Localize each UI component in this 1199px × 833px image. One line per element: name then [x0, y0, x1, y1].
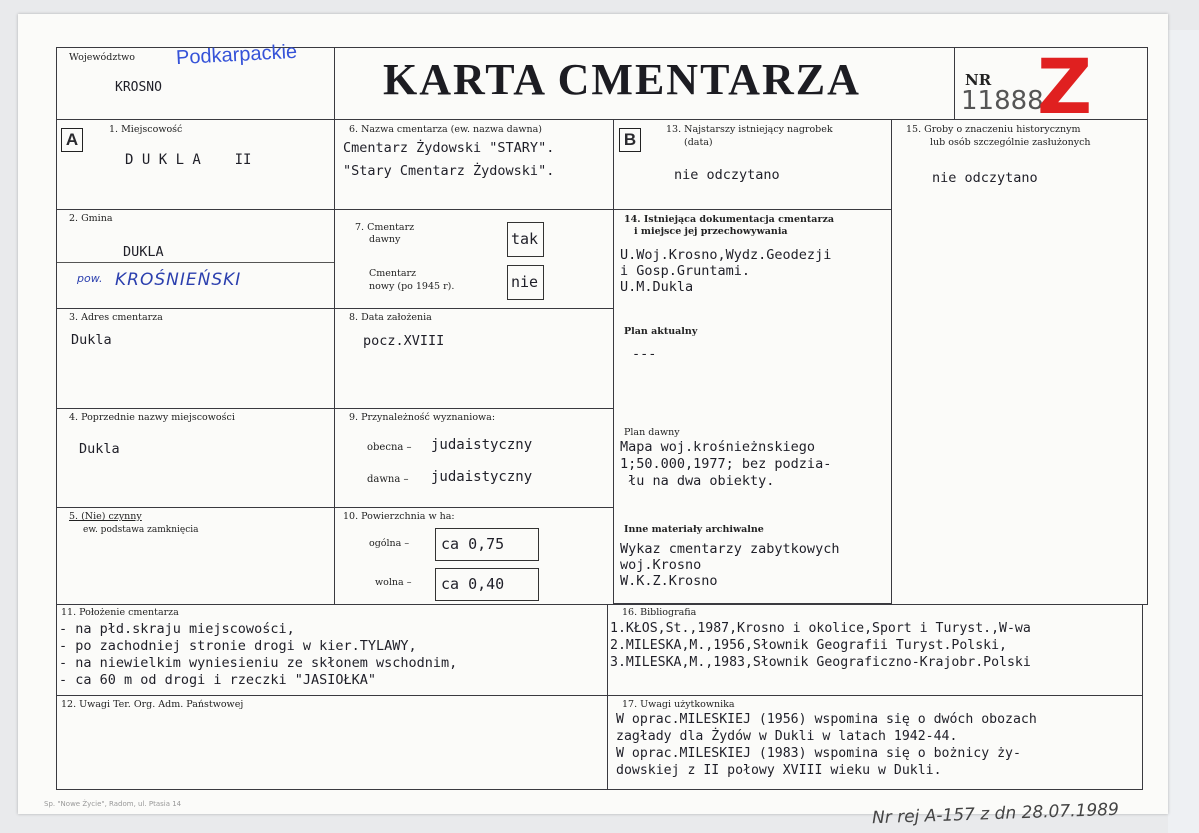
f5-cell: [56, 507, 335, 605]
f13-value: nie odczytano: [674, 167, 780, 183]
f6-cell: [334, 119, 614, 210]
f17-line2: zagłady dla Żydów w Dukli w latach 1942-44.: [616, 729, 958, 744]
f9-dawna-label: dawna –: [367, 474, 409, 485]
f9-obecna-value: judaistyczny: [431, 437, 533, 453]
f11-line4: - ca 60 m od drogi i rzeczki "JASIOŁKA": [59, 672, 376, 688]
f15-cell: [891, 119, 1148, 605]
f11-label: 11. Położenie cmentarza: [61, 607, 179, 618]
f11-line3: - na niewielkim wyniesieniu ze skłonem wschodnim,: [59, 655, 458, 671]
f16-line2: 2.MILESKA,M.,1956,Słownik Geografii Turyst.Polski,: [610, 638, 1007, 653]
f7-sub2a: Cmentarz: [369, 268, 417, 279]
f17-line1: W oprac.MILESKIEJ (1956) wspomina się o dwóch obozach: [616, 712, 1037, 727]
podkarpackie-stamp: Podkarpackie: [175, 40, 298, 70]
title-cell: [334, 47, 955, 120]
f6-label: 6. Nazwa cmentarza (ew. nazwa dawna): [349, 124, 543, 135]
plan-aktualny-label: Plan aktualny: [624, 326, 698, 337]
f3-cell: [56, 308, 335, 409]
f5-label: 5. (Nie) czynny: [69, 511, 142, 522]
inne-line1: Wykaz cmentarzy zabytkowych: [620, 541, 840, 557]
f10-ogolna-value: ca 0,75: [435, 528, 539, 561]
f17-line3: W oprac.MILESKIEJ (1983) wspomina się o bożnicy ży-: [616, 746, 1021, 761]
f17-cell: [607, 695, 1143, 790]
f3-value: Dukla: [71, 332, 112, 348]
f17-line4: dowskiej z II połowy XVIII wieku w Dukli.: [616, 763, 942, 778]
f9-obecna-label: obecna –: [367, 442, 412, 453]
f12-cell: [56, 695, 608, 790]
f14-line2: i Gosp.Gruntami.: [620, 263, 751, 279]
plan-aktualny-value: ---: [632, 346, 657, 362]
f9-label: 9. Przynależność wyznaniowa:: [349, 412, 496, 423]
nr-mark: Z: [1037, 42, 1093, 131]
nr-cell: [954, 42, 1148, 131]
f7-label: 7. Cmentarz: [355, 222, 415, 233]
f6-line1: Cmentarz Żydowski "STARY".: [343, 140, 555, 156]
f11-line2: - po zachodniej stronie drogi w kier.TYLAWY,: [59, 638, 417, 654]
f16-line3: 3.MILESKA,M.,1983,Słownik Geograficzno-Krajobr.Polski: [610, 655, 1031, 670]
inne-line3: W.K.Z.Krosno: [620, 573, 718, 589]
f10-cell: [334, 507, 614, 605]
f14-cell: [613, 209, 892, 604]
pow-label: pow.: [77, 272, 103, 285]
f8-value: pocz.XVIII: [363, 333, 445, 349]
f2-value: DUKLA: [123, 244, 164, 260]
f2-cell: [56, 209, 335, 309]
plan-dawny-line2: 1;50.000,1977; bez podzia-: [620, 456, 832, 472]
f14-label1: 14. Istniejąca dokumentacja cmentarza: [624, 214, 835, 225]
f10-wolna-value: ca 0,40: [435, 568, 539, 601]
f16-cell: [607, 604, 1143, 696]
f3-label: 3. Adres cmentarza: [69, 312, 163, 323]
pow-value: KROŚNIEŃSKI: [115, 270, 242, 290]
f7-sub2b: nowy (po 1945 r).: [369, 281, 455, 292]
f4-value: Dukla: [79, 441, 120, 457]
card-title: KARTA CMENTARZA: [383, 55, 861, 104]
f12-label: 12. Uwagi Ter. Org. Adm. Państwowej: [61, 699, 244, 710]
f16-label: 16. Bibliografia: [622, 607, 697, 618]
printer-footer: Sp. "Nowe Życie", Radom, ul. Ptasia 14: [44, 800, 182, 808]
plan-dawny-line1: Mapa woj.krośnieżnskiego: [620, 439, 816, 455]
registration-note: Nr rej A-157 z dn 28.07.1989: [871, 799, 1120, 829]
wojewodztwo-value: KROSNO: [115, 80, 162, 95]
f15-label2: lub osób szczególnie zasłużonych: [930, 137, 1091, 148]
f14-line3: U.M.Dukla: [620, 279, 694, 295]
f17-label: 17. Uwagi użytkownika: [622, 699, 735, 710]
inne-line2: woj.Krosno: [620, 557, 702, 573]
f7-val1: tak: [507, 222, 544, 257]
f8-cell: [334, 308, 614, 409]
f9-cell: [334, 408, 614, 508]
f11-cell: [56, 604, 608, 696]
f1-value: D U K L A II: [125, 152, 252, 168]
nr-label: NR: [965, 71, 992, 89]
f16-line1: 1.KŁOS,St.,1987,Krosno i okolice,Sport i Turyst.,W-wa: [610, 621, 1031, 636]
f9-dawna-value: judaistyczny: [431, 469, 533, 485]
f10-ogolna-label: ogólna –: [369, 538, 410, 549]
f13-label2: (data): [684, 137, 713, 148]
f14-line1: U.Woj.Krosno,Wydz.Geodezji: [620, 247, 832, 263]
f8-label: 8. Data założenia: [349, 312, 432, 323]
f7-cell: [334, 209, 614, 309]
f5-sublabel: ew. podstawa zamknięcia: [83, 525, 199, 535]
f15-label1: 15. Groby o znaczeniu historycznym: [906, 124, 1081, 135]
f1-cell: [56, 119, 335, 210]
inne-materialy-label: Inne materiały archiwalne: [624, 524, 764, 535]
f1-label: 1. Miejscowość: [109, 124, 183, 135]
section-b-badge: B: [619, 128, 641, 152]
plan-dawny-label: Plan dawny: [624, 427, 680, 438]
wojewodztwo-label: Województwo: [69, 52, 136, 63]
f10-wolna-label: wolna –: [375, 577, 412, 588]
f14-label2: i miejsce jej przechowywania: [634, 226, 788, 237]
f6-line2: "Stary Cmentarz Żydowski".: [343, 163, 555, 179]
f13-label1: 13. Najstarszy istniejący nagrobek: [666, 124, 833, 135]
f7-val2: nie: [507, 265, 544, 300]
f4-label: 4. Poprzednie nazwy miejscowości: [69, 412, 235, 423]
nr-value: 11888: [961, 86, 1044, 116]
f2-divider: [57, 262, 334, 263]
scan-edge: [1168, 30, 1199, 833]
f11-line1: - na płd.skraju miejscowości,: [59, 621, 295, 637]
f2-label: 2. Gmina: [69, 213, 113, 224]
f7-sub1: dawny: [369, 234, 401, 245]
f15-value: nie odczytano: [932, 170, 1038, 186]
f10-label: 10. Powierzchnia w ha:: [343, 511, 455, 522]
section-a-badge: A: [61, 128, 83, 152]
plan-dawny-line3: łu na dwa obiekty.: [620, 473, 775, 489]
f4-cell: [56, 408, 335, 508]
f13-cell: [613, 119, 892, 210]
